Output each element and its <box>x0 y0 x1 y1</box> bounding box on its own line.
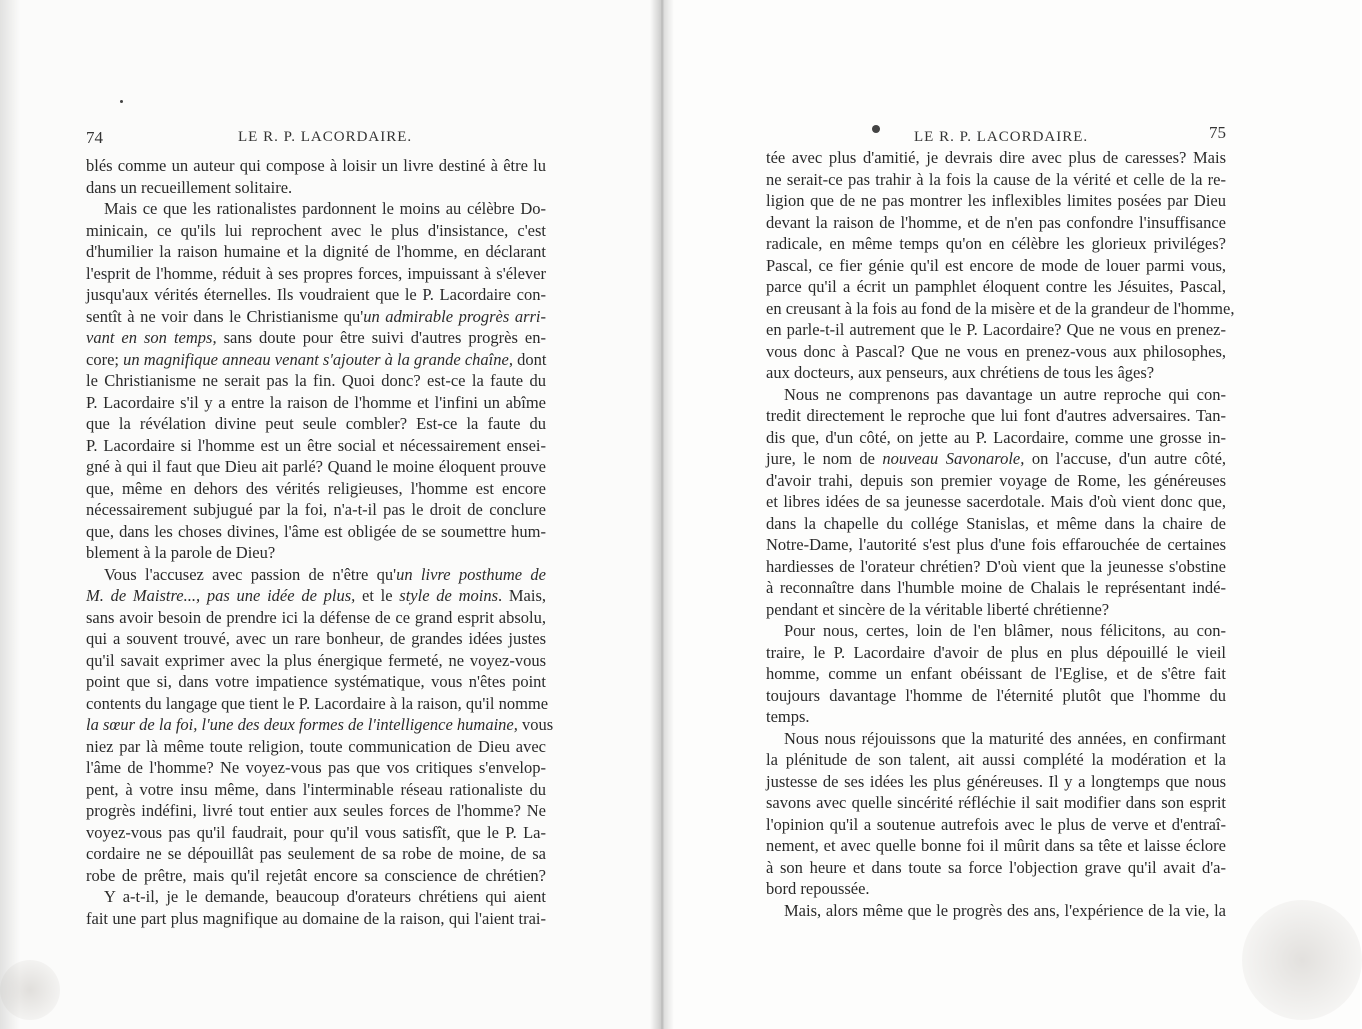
text-run: et libres idées de sa jeunesse sacerdotale. Mais d'où vient donc que, <box>766 492 1226 511</box>
text-run: blés comme un auteur qui compose à loisir un livre destiné à être lu <box>86 156 546 175</box>
text-line <box>766 362 1226 384</box>
text-line <box>766 771 1226 793</box>
text-run: que, dans les choses divines, l'âme est obligée de se soumettre hum- <box>86 521 546 541</box>
text-line <box>86 392 546 414</box>
text-run: l'âme de l'homme? Ne voyez-vous pas que vos critiques s'envelop- <box>86 758 546 777</box>
text-line <box>86 671 546 693</box>
text-line <box>766 169 1226 191</box>
text-line <box>766 405 1226 427</box>
italic-phrase: nouveau Savonarole, <box>882 449 1025 468</box>
text-run: le Christianisme ne serait pas la fin. Quoi donc? est-ce la faute du <box>86 371 546 390</box>
text-line <box>86 155 546 177</box>
text-line <box>86 693 549 715</box>
text-run: qu'il savait exprimer avec la plus énergique fermeté, ne voyez-vous <box>86 650 546 670</box>
text-run: ligion que de ne pas montrer les inflexibles limites posées par Dieu <box>766 191 1226 210</box>
italic-phrase: un livre posthume de <box>396 564 546 584</box>
text-run: Pascal, ce fier génie qu'il est encore de mode de louer parmi vous, <box>766 255 1226 275</box>
text-line <box>766 556 1226 578</box>
text-run: toujours davantage l'homme de l'éternité plutôt que l'homme du <box>766 685 1226 705</box>
text-run: devant la raison de l'homme, et de n'en pas confondre l'insuffisance <box>766 212 1226 232</box>
text-run: dont <box>512 349 547 369</box>
text-line <box>86 478 546 500</box>
text-run: core; <box>86 349 124 369</box>
italic-phrase: vant en son temps, <box>86 328 217 347</box>
text-line <box>766 749 1226 771</box>
text-line <box>766 642 1226 664</box>
page-edge-shadow <box>0 0 20 1029</box>
text-run: parce qu'il a écrit un pamphlet éloquent contre les Jésuites, Pascal, <box>766 277 1226 296</box>
italic-phrase: un admirable progrès arri- <box>363 306 546 326</box>
text-line <box>766 878 1226 900</box>
text-run: savons avec quelle sincérité réfléchie il sait modifier dans son esprit <box>766 793 1226 812</box>
text-run: . Mais, <box>498 586 547 605</box>
text-run: robe de prêtre, mais qu'il rejetât encore sa conscience de chrétien? <box>86 865 546 885</box>
text-line <box>86 499 546 521</box>
text-run: temps. <box>766 707 810 726</box>
text-run: et le <box>355 586 400 605</box>
left-body-text <box>86 155 554 929</box>
text-run: dans un recueillement solitaire. <box>86 177 293 197</box>
text-line <box>766 792 1226 814</box>
text-run: Pour nous, certes, loin de l'en blâmer, nous félicitons, au con- <box>784 621 1226 640</box>
text-line <box>86 714 554 736</box>
text-run: justesse de ses idées les plus généreuses. Il y a longtemps que nous <box>766 771 1226 791</box>
text-run: pent, à votre insu même, dans l'interminable réseau rationaliste du <box>86 779 546 799</box>
text-line <box>766 190 1226 212</box>
text-run: Y a-t-il, je le demande, beaucoup d'orateurs chrétiens qui aient <box>104 887 546 906</box>
text-run: minicain, ce qu'ils lui reprochent avec le plus d'insistance, c'est <box>86 220 546 240</box>
text-line <box>86 521 546 543</box>
text-run: dans la chapelle du collége Stanislas, et même dans la chaire de <box>766 513 1226 533</box>
text-line <box>766 147 1226 169</box>
text-run: radicale, en même temps qu'on en célèbre les glorieux priviléges? <box>766 234 1226 253</box>
paper-stain <box>1242 900 1362 1020</box>
text-run: P. Lacordaire s'il y a entre la raison de l'homme et l'infini un abîme <box>86 392 546 412</box>
text-run: en parle-t-il autrement que le P. Lacordaire? Que ne vous en prenez- <box>766 320 1226 339</box>
text-run: dis que, d'un côté, on jette au P. Lacordaire, comme une grosse in- <box>766 427 1226 447</box>
text-line <box>766 470 1226 492</box>
text-line <box>86 908 546 930</box>
text-run: sans avoir besoin de prendre ici la défense de ce grand esprit absolu, <box>86 607 546 627</box>
text-line <box>766 384 1226 406</box>
text-line <box>766 706 1226 728</box>
text-line <box>86 886 546 908</box>
text-line <box>86 822 546 844</box>
text-line <box>86 456 546 478</box>
text-line <box>86 585 546 607</box>
text-run: l'opinion qu'il a soutenue autrefois avec le plus de verve et d'entraî- <box>766 814 1226 834</box>
italic-phrase: style de moins <box>399 586 499 605</box>
text-line <box>86 327 546 349</box>
text-run: d'humilier la raison humaine et la dignité de l'homme, en déclarant <box>86 242 546 261</box>
text-line <box>766 620 1226 642</box>
text-line <box>766 448 1226 470</box>
text-line <box>766 814 1226 836</box>
text-run: homme, comme un enfant obéissant de l'Eglise, et de s'être fait <box>766 664 1226 683</box>
text-run: jure, le nom de <box>766 449 883 468</box>
text-line <box>766 534 1226 556</box>
text-line <box>86 198 546 220</box>
text-line <box>86 241 546 263</box>
text-line <box>86 542 546 564</box>
text-run: sans doute pour être suivi d'autres progrès en- <box>216 328 546 347</box>
text-run: voyez-vous pas qu'il faudrait, pour qu'il vous satisfît, que le P. La- <box>86 822 546 842</box>
text-run: sentît à ne voir dans le Christianisme qu' <box>86 306 364 326</box>
text-line <box>766 491 1226 513</box>
text-line <box>86 306 546 328</box>
text-line <box>86 220 546 242</box>
text-run: l'esprit de l'homme, réduit à ses propres forces, impuissant à s'élever <box>86 263 546 283</box>
text-line <box>86 865 546 887</box>
text-line <box>86 779 546 801</box>
text-run: niez par là même toute religion, toute communication de Dieu avec <box>86 736 546 756</box>
text-run: blement à la parole de Dieu? <box>86 543 276 562</box>
text-run: la plénitude de son talent, ait aussi complété la modération et la <box>766 750 1226 769</box>
text-line <box>86 628 546 650</box>
text-run: fait une part plus magnifique au domaine de la raison, qui l'aient trai- <box>86 908 546 928</box>
text-line <box>766 577 1226 599</box>
page-number: 75 <box>1209 123 1226 142</box>
text-line <box>766 835 1226 857</box>
text-line <box>86 413 546 435</box>
left-page-header <box>86 128 546 150</box>
text-line <box>766 728 1226 750</box>
text-line <box>86 564 546 586</box>
text-line <box>766 319 1226 341</box>
text-run: traire, le P. Lacordaire d'avoir de plus en plus dépouillé le vieil <box>766 642 1226 662</box>
text-run: que la révélation divine peut seule combler? Est-ce la faute du <box>86 414 546 433</box>
text-line <box>766 513 1226 535</box>
text-run: à reconnaître dans l'humble moine de Chalais le représentant indé- <box>766 578 1226 597</box>
text-run: point que si, dans votre impatience systématique, vous n'êtes point <box>86 672 546 691</box>
text-run: tée avec plus d'amitié, je devrais dire avec plus de caresses? Mais <box>766 148 1226 167</box>
text-line <box>766 599 1226 621</box>
right-page <box>662 0 1360 1029</box>
text-line <box>766 427 1226 449</box>
text-line <box>766 212 1226 234</box>
text-line <box>766 255 1226 277</box>
ink-speck <box>120 100 123 103</box>
text-run: ne serait-ce pas trahir à la fois la cause de la vérité et celle de la re- <box>766 169 1226 189</box>
running-title: LE R. P. LACORDAIRE. <box>238 129 413 145</box>
text-line <box>86 284 546 306</box>
italic-phrase: la sœur de la foi, l'une des deux formes de l'intelligence humaine, <box>86 715 518 734</box>
page-number: 74 <box>86 128 103 147</box>
text-line <box>86 177 546 199</box>
text-run: d'avoir trahi, depuis son premier voyage de Rome, les généreuses <box>766 470 1226 490</box>
text-line <box>86 757 546 779</box>
text-line <box>86 843 546 865</box>
text-run: aux docteurs, aux penseurs, aux chrétiens de tous les âges? <box>766 363 1155 382</box>
text-run: gné à qui il faut que Dieu ait parlé? Quand le moine éloquent prouve <box>86 457 546 476</box>
text-line <box>766 276 1226 298</box>
text-line <box>766 663 1226 685</box>
text-line <box>766 298 1235 320</box>
text-line <box>86 650 546 672</box>
text-run: jusqu'aux vérités éternelles. Ils voudraient que le P. Lacordaire con- <box>86 285 546 304</box>
text-line <box>86 435 546 457</box>
text-run: bord repoussée. <box>766 879 870 898</box>
paper-stain <box>0 960 60 1020</box>
text-line <box>86 370 546 392</box>
text-line <box>86 349 546 371</box>
text-run: on l'accuse, d'un autre côté, <box>1024 449 1227 468</box>
text-line <box>86 607 546 629</box>
text-run: hardiesses de l'orateur chrétien? D'où vient que la jeunesse s'obstine <box>766 556 1226 576</box>
text-line <box>766 685 1226 707</box>
right-body-text <box>766 147 1235 921</box>
italic-phrase: un magnifique anneau venant s'ajouter à la grande chaîne, <box>123 349 513 369</box>
text-line <box>766 857 1226 879</box>
text-run: que, même en dehors des vérités religieuses, l'homme est encore <box>86 478 546 498</box>
text-line <box>86 800 546 822</box>
text-run: à son heure et dans toute sa force l'objection grave qu'il avait d'a- <box>766 857 1226 877</box>
text-run: pendant et sincère de la véritable liberté chrétienne? <box>766 599 1110 619</box>
text-run: Nous ne comprenons pas davantage un autre reproche qui con- <box>784 384 1226 404</box>
text-run: vous <box>517 715 554 734</box>
text-run: contents du langage que tient le P. Lacordaire à la raison, qu'il nomme <box>86 693 549 713</box>
text-run: nécessairement subjugué par la foi, n'a-t-il pas le droit de conclure <box>86 500 546 519</box>
text-line <box>86 263 546 285</box>
text-line <box>766 341 1226 363</box>
text-run: Mais ce que les rationalistes pardonnent le moins au célèbre Do- <box>104 199 546 218</box>
text-line <box>766 233 1226 255</box>
italic-phrase: M. de Maistre..., pas une idée de plus, <box>86 586 356 605</box>
text-run: Nous nous réjouissons que la maturité des années, en confirmant <box>784 728 1226 748</box>
text-run: Vous l'accusez avec passion de n'être qu' <box>104 564 397 584</box>
text-run: en creusant à la fois au fond de la misère et de la grandeur de l'homme, <box>766 298 1235 318</box>
text-run: progrès indéfini, livré tout entier aux seules forces de l'homme? Ne <box>86 801 546 820</box>
text-line <box>86 736 546 758</box>
text-run: Mais, alors même que le progrès des ans, l'expérience de la vie, la <box>784 900 1226 920</box>
running-title: LE R. P. LACORDAIRE. <box>914 129 1089 145</box>
left-page <box>0 0 662 1029</box>
text-run: nement, et avec quelle bonne foi il mûrit dans sa tête et laisse éclore <box>766 836 1226 855</box>
text-run: qui a souvent trouvé, avec un rare bonheur, de grandes idées justes <box>86 629 546 648</box>
text-run: vous donc à Pascal? Que ne vous en prenez-vous aux philosophes, <box>766 341 1226 361</box>
text-run: tredit directement le reproche que lui font d'autres adversaires. Tan- <box>766 406 1226 425</box>
text-line <box>766 900 1226 922</box>
text-run: Notre-Dame, l'autorité s'est plus d'une fois effarouchée de certaines <box>766 535 1226 554</box>
text-run: P. Lacordaire si l'homme est un être social et nécessairement ensei- <box>86 435 546 455</box>
text-run: cordaire ne se dépouillât pas seulement de sa robe de moine, de sa <box>86 844 546 863</box>
